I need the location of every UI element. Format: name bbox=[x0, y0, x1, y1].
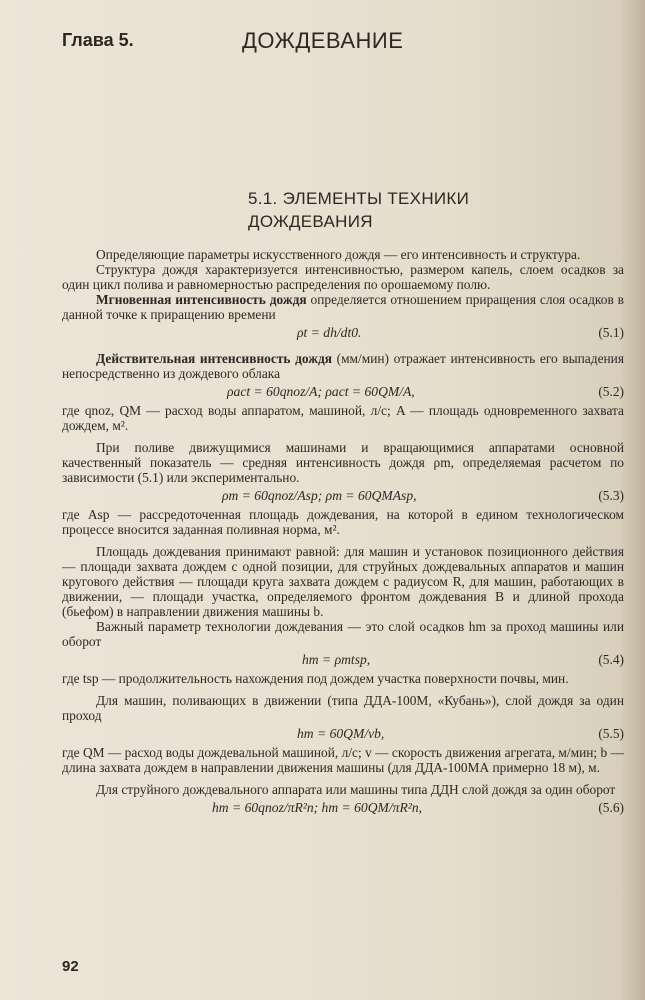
term-bold: Действительная интенсивность дождя bbox=[96, 351, 332, 366]
equation-formula: hm = 60qnoz/πR²n; hm = 60QM/πR²n, bbox=[212, 800, 423, 815]
equation-number: (5.4) bbox=[598, 652, 624, 667]
equation-formula: ρt = dh/dt0. bbox=[297, 325, 362, 340]
equation-5-3 bbox=[62, 485, 624, 507]
paragraph: где qnoz, QM — расход воды аппаратом, машиной, л/с; A — площадь одновременного захвата дождем, м². bbox=[62, 403, 624, 433]
paragraph: Для машин, поливающих в движении (типа ДДА-100М, «Кубань»), слой дождя за один проход bbox=[62, 693, 624, 723]
chapter-number: Глава 5. bbox=[62, 30, 134, 50]
paragraph: Для струйного дождевального аппарата или машины типа ДДН слой дождя за один оборот bbox=[96, 782, 616, 797]
section-title bbox=[248, 187, 578, 233]
equation-5-2 bbox=[62, 381, 624, 403]
paragraph: где tsp — продолжительность нахождения под дождем участка поверхности почвы, мин. bbox=[62, 671, 569, 686]
equation-number: (5.1) bbox=[598, 325, 624, 340]
paragraph-text: определяется отношением приращения слоя осадков в данной точке к приращению времени bbox=[62, 292, 624, 322]
chapter-title: ДОЖДЕВАНИЕ bbox=[242, 28, 404, 53]
paragraph: При поливе движущимися машинами и вращающимися аппаратами основной качественный показатель — средняя интенсивность дождя ρm, определяемая расчетом по зависимости (5.1) или экспериментально. bbox=[62, 440, 624, 485]
paragraph-text: (мм/мин) отражает интенсивность его выпадения непосредственно из дождевого облака bbox=[62, 351, 625, 381]
paragraph: Определяющие параметры искусственного дождя — его интенсивность и структура. bbox=[96, 247, 581, 262]
equation-number: (5.3) bbox=[598, 488, 624, 503]
section-title-line-2: ДОЖДЕВАНИЯ bbox=[248, 212, 373, 231]
paragraph bbox=[62, 292, 624, 322]
equation-5-5 bbox=[62, 723, 624, 745]
equation-5-6 bbox=[62, 797, 624, 819]
equation-formula: ρm = 60qnoz/Asp; ρm = 60QMAsp, bbox=[222, 488, 417, 503]
equation-formula: ρact = 60qnoz/A; ρact = 60QM/A, bbox=[227, 384, 415, 399]
page-number: 92 bbox=[62, 958, 79, 975]
paragraph: Важный параметр технологии дождевания — это слой осадков hm за проход машины или оборот bbox=[62, 619, 624, 649]
paragraph: где QM — расход воды дождевальной машиной, л/с; v — скорость движения агрегата, м/мин; b — длина захвата дождем в направлении движения машины (для ДДА-100МА примерно 18 м), м. bbox=[62, 745, 624, 775]
paragraph: Структура дождя характеризуется интенсивностью, размером капель, слоем осадков за один цикл полива и равномерностью распределения по орошаемому полю. bbox=[62, 262, 624, 292]
equation-number: (5.2) bbox=[598, 384, 624, 399]
equation-number: (5.5) bbox=[598, 726, 624, 741]
paragraph: где Asp — рассредоточенная площадь дождевания, на которой в едином технологическом процессе вносится заданная поливная норма, м². bbox=[62, 507, 624, 537]
paragraph bbox=[62, 351, 624, 381]
paragraph: Площадь дождевания принимают равной: для машин и установок позиционного действия — площади захвата дождем с одной позиции, для струйных дождевальных аппаратов и машин кругового действия — площади круга захвата дождем с радиусом R, для машин, работающих в движении, — площади участка, определяемого фронтом дождевания B и длиной прохода (бьефом) в направлении движения машины b. bbox=[62, 544, 624, 619]
equation-5-4 bbox=[62, 649, 624, 671]
equation-formula: hm = ρmtsp, bbox=[302, 652, 371, 667]
equation-formula: hm = 60QM/vb, bbox=[297, 726, 385, 741]
body-text bbox=[62, 247, 624, 819]
equation-5-1 bbox=[62, 322, 624, 344]
section-title-line-1: 5.1. ЭЛЕМЕНТЫ ТЕХНИКИ bbox=[248, 189, 470, 208]
term-bold: Мгновенная интенсивность дождя bbox=[96, 292, 307, 307]
equation-number: (5.6) bbox=[598, 800, 624, 815]
